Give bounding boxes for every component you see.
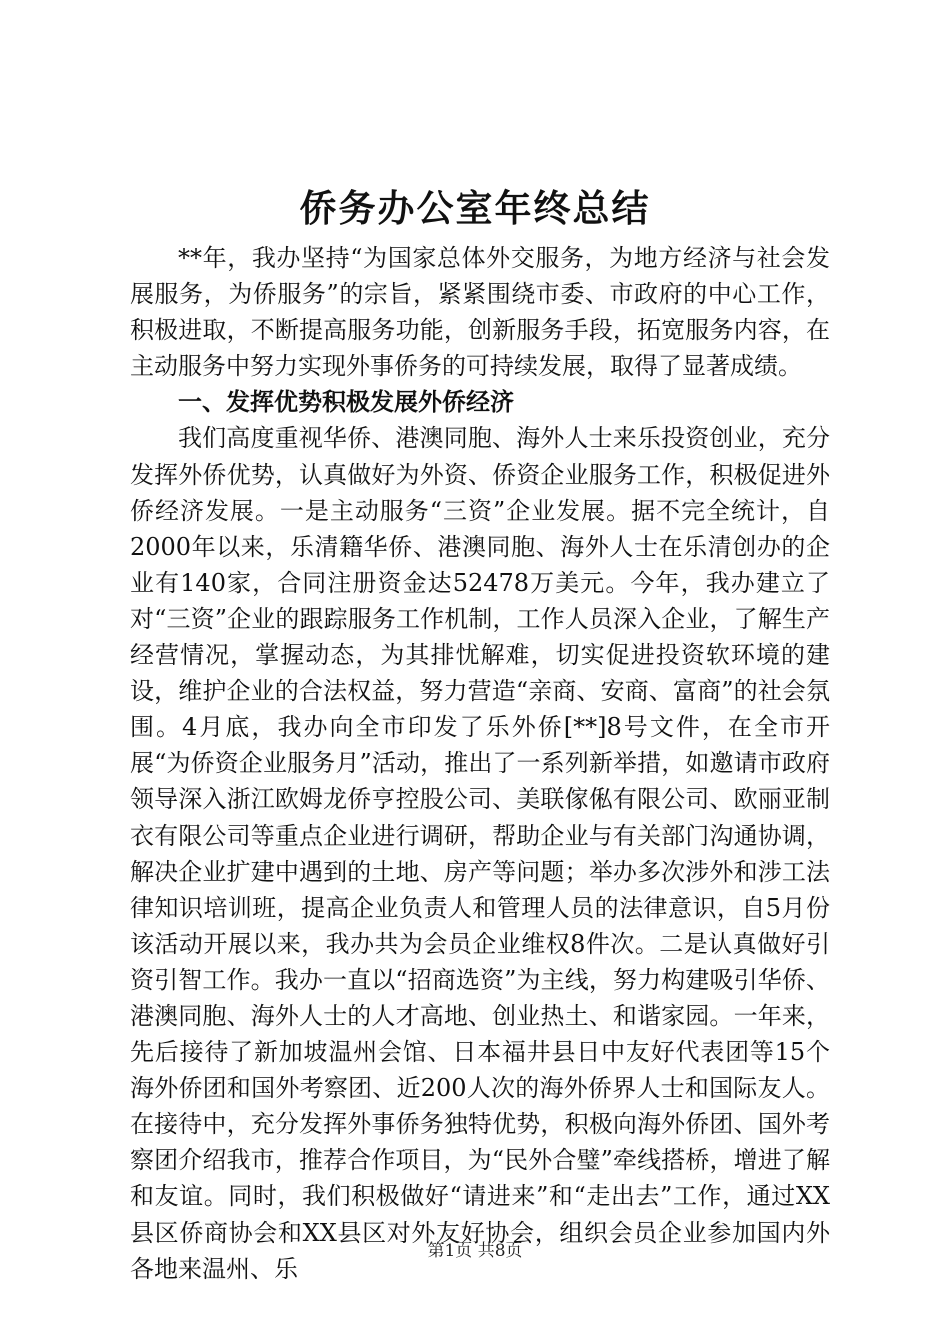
document-body xyxy=(130,240,830,1287)
document-title: 侨务办公室年终总结 xyxy=(299,187,651,230)
paragraph-section-1: 我们高度重视华侨、港澳同胞、海外人士来乐投资创业，充分发挥外侨优势，认真做好为外资、侨资企业服务工作，积极促进外侨经济发展。一是主动服务“三资”企业发展。据不完全统计，自2000年以来，乐清籍华侨、港澳同胞、海外人士在乐清创办的企业有140家，合同注册资金达52478万美元。今年，我办建立了对“三资”企业的跟踪服务工作机制，工作人员深入企业，了解生产经营情况，掌握动态，为其排忧解难，切实促进投资软环境的建设，维护企业的合法权益，努力营造“亲商、安商、富商”的社会氛围。4月底，我办向全市印发了乐外侨[**]8号文件，在全市开展“为侨资企业服务月”活动，推出了一系列新举措，如邀请市政府领导深入浙江欧姆龙侨亨控股公司、美联傢俬有限公司、欧丽亚制衣有限公司等重点企业进行调研，帮助企业与有关部门沟通协调，解决企业扩建中遇到的土地、房产等问题；举办多次涉外和涉工法律知识培训班，提高企业负责人和管理人员的法律意识，自5月份该活动开展以来，我办共为会员企业维权8件次。二是认真做好引资引智工作。我办一直以“招商选资”为主线，努力构建吸引华侨、港澳同胞、海外人士的人才高地、创业热土、和谐家园。一年来，先后接待了新加坡温州会馆、日本福井县日中友好代表团等15个海外侨团和国外考察团、近200人次的海外侨界人士和国际友人。在接待中，充分发挥外事侨务独特优势，积极向海外侨团、国外考察团介绍我市，推荐合作项目，为“民外合璧”牵线搭桥，增进了解和友谊。同时，我们积极做好“请进来”和“走出去”工作，通过XX县区侨商协会和XX县区对外友好协会，组织会员企业参加国内外各地来温州、乐 xyxy=(130,424,830,1283)
paragraph-intro: **年，我办坚持“为国家总体外交服务，为地方经济与社会发展服务，为侨服务”的宗旨，紧紧围绕市委、市政府的中心工作，积极进取，不断提高服务功能，创新服务手段，拓宽服务内容，在主动服务中努力实现外事侨务的可持续发展，取得了显著成绩。 xyxy=(130,244,830,381)
section-heading: 一、发挥优势积极发展外侨经济 xyxy=(178,388,514,417)
page-footer: 第1页 共8页 xyxy=(427,1241,523,1261)
